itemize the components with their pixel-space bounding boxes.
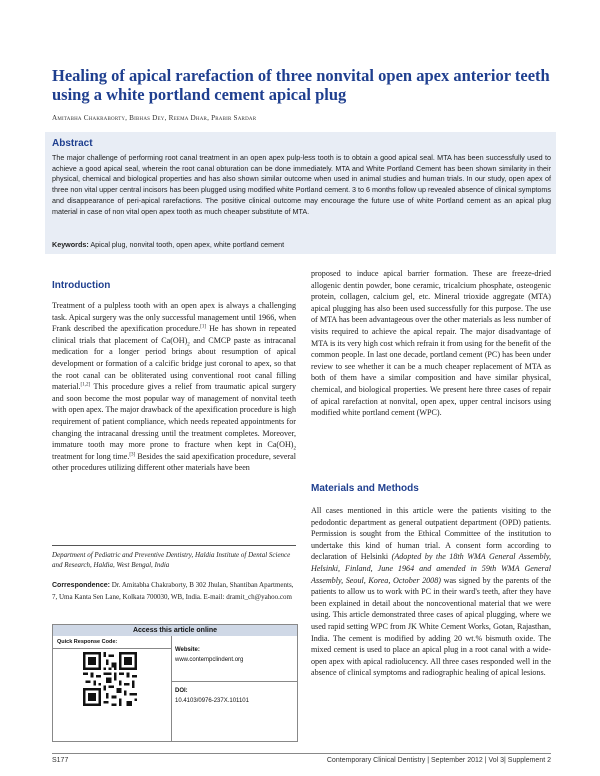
affiliation: Department of Pediatric and Preventive Dentistry, Haldia Institute of Dental Science and Research, Haldia, West Bengal, India [52, 551, 291, 569]
citation: [3] [129, 452, 136, 458]
access-article-box [52, 624, 298, 742]
abstract-text: The major challenge of performing root canal treatment in an open apex pulp-less tooth is to obtain a good apical seal. MTA has been successfully used to achieve a good apical seal, wherein the root canal obturation can be done immediately. MTA and White Portland Cement has been shown similarity in their physical, chemical and biological properties and has also shown similar outcome when used in animal studies and human trials. In our study, open apex of three non vital upper central incisors has been plugged using modified white Portland cement. 3 to 6 months follow up revealed absence of clinical symptoms and disappearance of peri-apical rarefactions. The positive clinical outcome may encourage the future use of white Portland cement as an apical plug material in case of non vital open apex tooth as much cheaper substitute of MTA. [52, 153, 552, 216]
page-number: S177 [52, 757, 69, 764]
introduction-continued: proposed to induce apical barrier formation. These are freeze-dried allogenic dentin powder, bone ceramic, tricalcium phosphate, osteogenic protein, collagen, calcium gel, etc. Mineral trioxide aggregate (MTA) apical plugging has also been used successfully for this purpose. The use of MTA has been advantageous over the other materials as less number of visits required to achieve the apical repair. The major disadvantage of MTA is its very high cost which refrain it from using for the benefit of the common people. In last one decade, portland cement (PC) has been under review to see whether it can be a much cheaper replacement of MTA as both of them have a similar composition and have similar physical, chemical, and biological properties. We present here three cases of repair of apical rarefaction at nonvital, open apex, upper central incisors using modified white portland cement (WPC). [311, 269, 551, 418]
qr-code-icon[interactable] [83, 652, 137, 706]
methods-heading: Materials and Methods [311, 483, 419, 494]
journal-info: Contemporary Clinical Dentistry | September 2012 | Vol 3| Supplement 2 [326, 757, 551, 764]
citation: [1,2] [80, 382, 91, 388]
methods-text: All cases mentioned in this article were the patients visiting to the pedodontic department as general outpatient department (OPD) patients. Permission is sought from the Ethical Committee of the institution to undertake this kind of human trial. A consent form according to declaration of Helsinki (Adopted by the 18th WMA General Assembly, Helsinki, Finland, June 1964 and amended in 59th WMA General Assembly, Seoul, Korea, October 2008) was signed by the parents of the patients to allow us to work with PC in their ward's teeth, after they have been explained in detail about the noncoventional material that we were using. This article demonstrated three cases of apical plugging, where we used rapid setting WPC from JK White Cement Works, Gotan, Rajasthan, India. The cement is modified by adding 20 wt.% bismuth oxide. The mixed cement is used to place an apical plug in a root canal with a wide-open apex with apical radiolucency. All three cases responded well in the absence of clinical symptoms and radiographic healing of apical lesions. [311, 506, 551, 678]
article-title: Healing of apical rarefaction of three nonvital open apex anterior teeth using a white portland cement apical plug [52, 66, 550, 104]
introduction-text: Treatment of a pulpless tooth with an open apex is always a challenging task. Apical surgery was the only successful management until 1966, when Frank described the apexification procedure.[1] He has shown in repeated clinical trials that placement of $Ca(OH)_2$ and CMCP paste as intracanal medication for a longer period brings about resumption of apical development or formation of a calcific bridge just coronal to apex, so that the root canal can be obliterated using conventional root canal filling material.[1,2] This procedure gives a relief from traumatic apical surgery and soon become the most popular way of management of nonvital teeth with open apex. The major drawback of the apexification procedure is high requirement of patient compliance, which needs repeated appointments for changing the intracanal dressing until the treatment completes. Moreover, immature tooth may more prone to fracture when kept in $Ca(OH)_2$ treatment for long time.[3] Besides the said apexification procedure, several other procedures utilizing different other materials have been [52, 301, 297, 473]
footer-divider [52, 753, 551, 754]
qr-label: Quick Response Code: [57, 639, 118, 645]
keywords-list: Apical plug, nonvital tooth, open apex, white portland cement [90, 240, 285, 249]
access-heading: Access this article online [53, 625, 297, 636]
citation: [1] [200, 324, 207, 330]
keywords [52, 240, 551, 249]
affiliation-divider [52, 545, 296, 546]
author-list: Amitabha Chakraborty, Bibhas Dey, Reema Dhar, Prabir Sardar [52, 114, 257, 122]
doi-label: DOI: [175, 688, 188, 694]
introduction-heading: Introduction [52, 280, 111, 291]
abstract-heading: Abstract [52, 138, 93, 149]
website-link[interactable]: www.contempclindent.org [175, 657, 244, 663]
correspondence: Correspondence: Dr. Amitabha Chakraborty, B 302 Jhulan, Shantiban Apartments, 7, Uma Kanta Sen Lane, Kolkata 700030, WB, India. E-mail: dramit_ch@yahoo.com [52, 581, 294, 601]
website-label: Website: [175, 647, 200, 653]
doi-link[interactable]: 10.4103/0976-237X.101101 [175, 698, 249, 704]
keywords-label: Keywords: [52, 240, 89, 249]
